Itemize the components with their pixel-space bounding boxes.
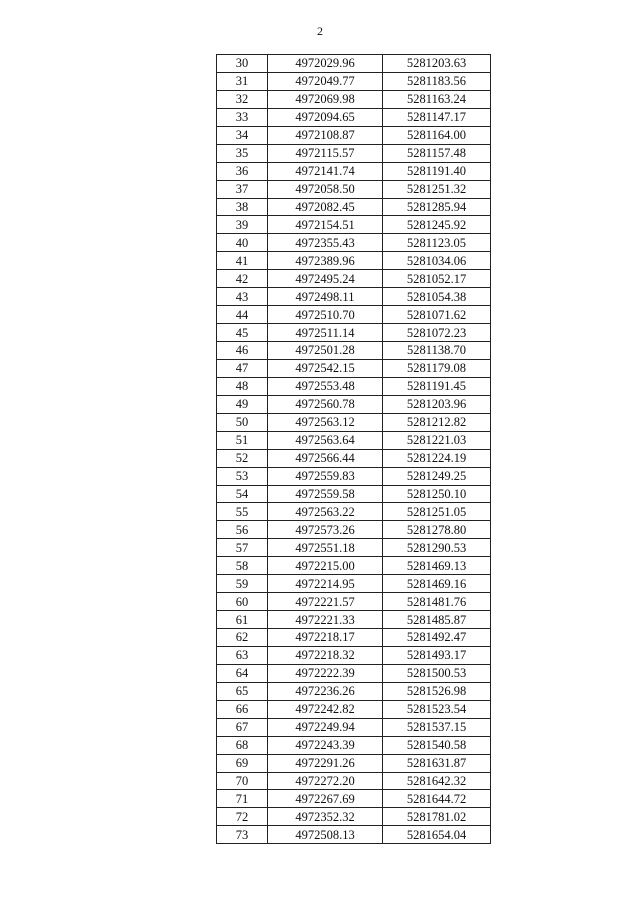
y-coordinate-cell: 5281469.16: [383, 575, 491, 593]
point-number-cell: 62: [217, 629, 268, 647]
table-row: [217, 431, 491, 449]
y-coordinate-cell: 5281469.13: [383, 557, 491, 575]
x-coordinate-cell: 4972218.32: [268, 646, 383, 664]
table-row: [217, 646, 491, 664]
point-number-cell: 70: [217, 772, 268, 790]
y-coordinate-cell: 5281183.56: [383, 72, 491, 90]
table-row: [217, 198, 491, 216]
x-coordinate-cell: 4972510.70: [268, 306, 383, 324]
x-coordinate-cell: 4972389.96: [268, 252, 383, 270]
point-number-cell: 45: [217, 324, 268, 342]
y-coordinate-cell: 5281485.87: [383, 611, 491, 629]
y-coordinate-cell: 5281251.32: [383, 180, 491, 198]
point-number-cell: 46: [217, 342, 268, 360]
x-coordinate-cell: 4972221.33: [268, 611, 383, 629]
x-coordinate-cell: 4972498.11: [268, 288, 383, 306]
point-number-cell: 38: [217, 198, 268, 216]
point-number-cell: 41: [217, 252, 268, 270]
table-row: [217, 718, 491, 736]
point-number-cell: 50: [217, 413, 268, 431]
table-row: [217, 449, 491, 467]
point-number-cell: 51: [217, 431, 268, 449]
x-coordinate-cell: 4972115.57: [268, 144, 383, 162]
x-coordinate-cell: 4972560.78: [268, 395, 383, 413]
point-number-cell: 64: [217, 664, 268, 682]
x-coordinate-cell: 4972215.00: [268, 557, 383, 575]
table-row: [217, 324, 491, 342]
x-coordinate-cell: 4972267.69: [268, 790, 383, 808]
table-row: [217, 359, 491, 377]
table-row: [217, 808, 491, 826]
table-row: [217, 790, 491, 808]
point-number-cell: 30: [217, 55, 268, 73]
table-row: [217, 342, 491, 360]
point-number-cell: 58: [217, 557, 268, 575]
page-number: 2: [317, 24, 323, 38]
table-row: [217, 611, 491, 629]
y-coordinate-cell: 5281163.24: [383, 90, 491, 108]
y-coordinate-cell: 5281164.00: [383, 126, 491, 144]
point-number-cell: 66: [217, 700, 268, 718]
x-coordinate-cell: 4972352.32: [268, 808, 383, 826]
x-coordinate-cell: 4972511.14: [268, 324, 383, 342]
y-coordinate-cell: 5281245.92: [383, 216, 491, 234]
point-number-cell: 36: [217, 162, 268, 180]
x-coordinate-cell: 4972108.87: [268, 126, 383, 144]
y-coordinate-cell: 5281481.76: [383, 593, 491, 611]
x-coordinate-cell: 4972214.95: [268, 575, 383, 593]
point-number-cell: 48: [217, 377, 268, 395]
x-coordinate-cell: 4972141.74: [268, 162, 383, 180]
table-row: [217, 108, 491, 126]
y-coordinate-cell: 5281500.53: [383, 664, 491, 682]
point-number-cell: 65: [217, 682, 268, 700]
coordinates-table-body: [217, 55, 491, 844]
x-coordinate-cell: 4972563.12: [268, 413, 383, 431]
y-coordinate-cell: 5281278.80: [383, 521, 491, 539]
x-coordinate-cell: 4972082.45: [268, 198, 383, 216]
y-coordinate-cell: 5281540.58: [383, 736, 491, 754]
y-coordinate-cell: 5281123.05: [383, 234, 491, 252]
point-number-cell: 44: [217, 306, 268, 324]
table-row: [217, 772, 491, 790]
point-number-cell: 56: [217, 521, 268, 539]
point-number-cell: 55: [217, 503, 268, 521]
x-coordinate-cell: 4972094.65: [268, 108, 383, 126]
point-number-cell: 73: [217, 826, 268, 844]
y-coordinate-cell: 5281147.17: [383, 108, 491, 126]
x-coordinate-cell: 4972566.44: [268, 449, 383, 467]
y-coordinate-cell: 5281492.47: [383, 629, 491, 647]
x-coordinate-cell: 4972573.26: [268, 521, 383, 539]
table-row: [217, 593, 491, 611]
table-row: [217, 90, 491, 108]
y-coordinate-cell: 5281054.38: [383, 288, 491, 306]
table-row: [217, 270, 491, 288]
table-row: [217, 126, 491, 144]
table-row: [217, 521, 491, 539]
x-coordinate-cell: 4972222.39: [268, 664, 383, 682]
x-coordinate-cell: 4972355.43: [268, 234, 383, 252]
point-number-cell: 57: [217, 539, 268, 557]
x-coordinate-cell: 4972069.98: [268, 90, 383, 108]
y-coordinate-cell: 5281781.02: [383, 808, 491, 826]
y-coordinate-cell: 5281644.72: [383, 790, 491, 808]
point-number-cell: 60: [217, 593, 268, 611]
table-row: [217, 539, 491, 557]
x-coordinate-cell: 4972154.51: [268, 216, 383, 234]
table-row: [217, 252, 491, 270]
point-number-cell: 59: [217, 575, 268, 593]
y-coordinate-cell: 5281251.05: [383, 503, 491, 521]
x-coordinate-cell: 4972243.39: [268, 736, 383, 754]
point-number-cell: 31: [217, 72, 268, 90]
point-number-cell: 54: [217, 485, 268, 503]
table-row: [217, 664, 491, 682]
point-number-cell: 37: [217, 180, 268, 198]
table-row: [217, 306, 491, 324]
point-number-cell: 53: [217, 467, 268, 485]
x-coordinate-cell: 4972501.28: [268, 342, 383, 360]
y-coordinate-cell: 5281212.82: [383, 413, 491, 431]
y-coordinate-cell: 5281526.98: [383, 682, 491, 700]
point-number-cell: 39: [217, 216, 268, 234]
x-coordinate-cell: 4972559.58: [268, 485, 383, 503]
point-number-cell: 34: [217, 126, 268, 144]
point-number-cell: 72: [217, 808, 268, 826]
point-number-cell: 68: [217, 736, 268, 754]
table-row: [217, 557, 491, 575]
table-row: [217, 467, 491, 485]
table-row: [217, 682, 491, 700]
y-coordinate-cell: 5281072.23: [383, 324, 491, 342]
point-number-cell: 71: [217, 790, 268, 808]
table-row: [217, 55, 491, 73]
y-coordinate-cell: 5281191.40: [383, 162, 491, 180]
x-coordinate-cell: 4972508.13: [268, 826, 383, 844]
table-row: [217, 144, 491, 162]
table-row: [217, 162, 491, 180]
x-coordinate-cell: 4972495.24: [268, 270, 383, 288]
y-coordinate-cell: 5281203.63: [383, 55, 491, 73]
point-number-cell: 52: [217, 449, 268, 467]
y-coordinate-cell: 5281034.06: [383, 252, 491, 270]
point-number-cell: 33: [217, 108, 268, 126]
point-number-cell: 40: [217, 234, 268, 252]
y-coordinate-cell: 5281221.03: [383, 431, 491, 449]
x-coordinate-cell: 4972272.20: [268, 772, 383, 790]
point-number-cell: 43: [217, 288, 268, 306]
point-number-cell: 47: [217, 359, 268, 377]
point-number-cell: 42: [217, 270, 268, 288]
point-number-cell: 32: [217, 90, 268, 108]
point-number-cell: 61: [217, 611, 268, 629]
y-coordinate-cell: 5281523.54: [383, 700, 491, 718]
x-coordinate-cell: 4972551.18: [268, 539, 383, 557]
y-coordinate-cell: 5281191.45: [383, 377, 491, 395]
x-coordinate-cell: 4972563.22: [268, 503, 383, 521]
table-row: [217, 700, 491, 718]
table-row: [217, 288, 491, 306]
table-row: [217, 629, 491, 647]
x-coordinate-cell: 4972559.83: [268, 467, 383, 485]
y-coordinate-cell: 5281052.17: [383, 270, 491, 288]
y-coordinate-cell: 5281179.08: [383, 359, 491, 377]
point-number-cell: 67: [217, 718, 268, 736]
table-row: [217, 754, 491, 772]
x-coordinate-cell: 4972058.50: [268, 180, 383, 198]
y-coordinate-cell: 5281654.04: [383, 826, 491, 844]
coordinates-table: [216, 54, 491, 844]
x-coordinate-cell: 4972236.26: [268, 682, 383, 700]
x-coordinate-cell: 4972291.26: [268, 754, 383, 772]
table-row: [217, 503, 491, 521]
y-coordinate-cell: 5281071.62: [383, 306, 491, 324]
x-coordinate-cell: 4972542.15: [268, 359, 383, 377]
table-row: [217, 826, 491, 844]
y-coordinate-cell: 5281631.87: [383, 754, 491, 772]
y-coordinate-cell: 5281224.19: [383, 449, 491, 467]
x-coordinate-cell: 4972029.96: [268, 55, 383, 73]
table-row: [217, 413, 491, 431]
y-coordinate-cell: 5281537.15: [383, 718, 491, 736]
table-row: [217, 216, 491, 234]
table-row: [217, 485, 491, 503]
x-coordinate-cell: 4972221.57: [268, 593, 383, 611]
x-coordinate-cell: 4972553.48: [268, 377, 383, 395]
table-row: [217, 72, 491, 90]
point-number-cell: 69: [217, 754, 268, 772]
y-coordinate-cell: 5281290.53: [383, 539, 491, 557]
table-row: [217, 575, 491, 593]
table-row: [217, 377, 491, 395]
table-row: [217, 395, 491, 413]
point-number-cell: 63: [217, 646, 268, 664]
point-number-cell: 49: [217, 395, 268, 413]
y-coordinate-cell: 5281138.70: [383, 342, 491, 360]
y-coordinate-cell: 5281285.94: [383, 198, 491, 216]
y-coordinate-cell: 5281642.32: [383, 772, 491, 790]
x-coordinate-cell: 4972049.77: [268, 72, 383, 90]
table-row: [217, 180, 491, 198]
point-number-cell: 35: [217, 144, 268, 162]
x-coordinate-cell: 4972563.64: [268, 431, 383, 449]
y-coordinate-cell: 5281493.17: [383, 646, 491, 664]
x-coordinate-cell: 4972249.94: [268, 718, 383, 736]
y-coordinate-cell: 5281249.25: [383, 467, 491, 485]
x-coordinate-cell: 4972218.17: [268, 629, 383, 647]
y-coordinate-cell: 5281203.96: [383, 395, 491, 413]
table-row: [217, 736, 491, 754]
x-coordinate-cell: 4972242.82: [268, 700, 383, 718]
y-coordinate-cell: 5281157.48: [383, 144, 491, 162]
table-row: [217, 234, 491, 252]
y-coordinate-cell: 5281250.10: [383, 485, 491, 503]
